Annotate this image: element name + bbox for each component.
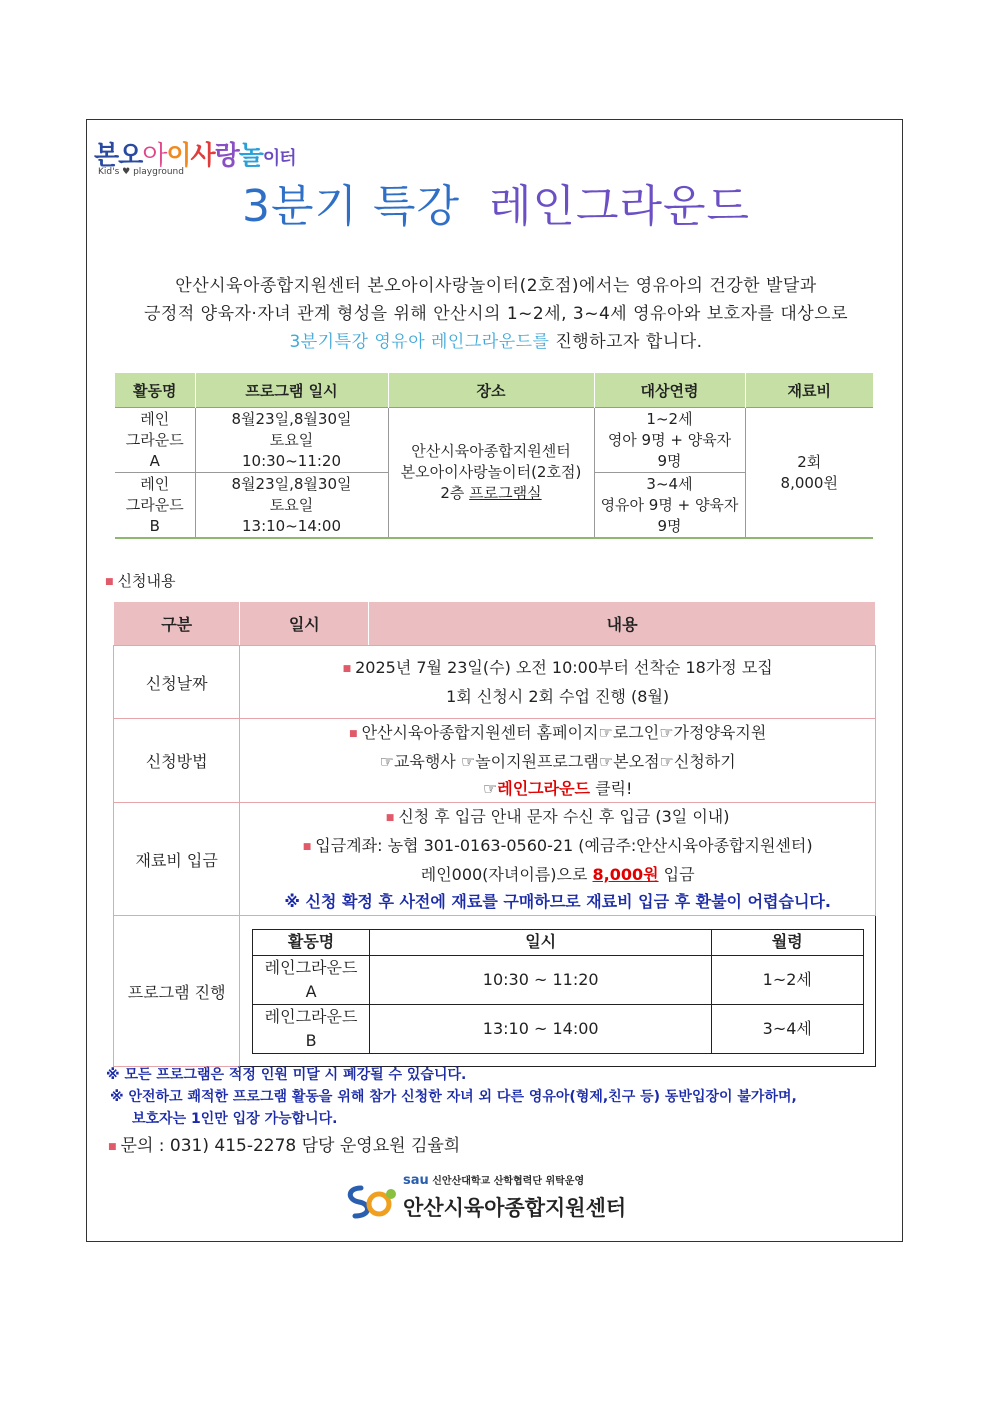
date-line-2: 1회 신청시 2회 수업 진행 (8월) xyxy=(446,687,670,706)
header-datetime: 일시 xyxy=(240,602,369,646)
square-bullet-icon: ■ xyxy=(349,729,358,739)
progress-time-b: 13:10 ~ 14:00 xyxy=(370,1004,711,1053)
title-part-1: 3분기 특강 xyxy=(241,181,460,232)
schedule-b xyxy=(195,473,388,539)
fee-payment-label: 재료비 입금 xyxy=(114,803,240,916)
cell-line: B xyxy=(149,516,160,535)
progress-time-a: 10:30 ~ 11:20 xyxy=(370,955,711,1004)
method-highlight: 레인그라운드 xyxy=(497,779,590,798)
header-place: 장소 xyxy=(388,373,594,408)
cell-line: 그라운드 xyxy=(125,495,184,514)
fee-line-1: 신청 후 입금 안내 문자 수신 후 입금 (3일 이내) xyxy=(398,807,730,826)
cell-line xyxy=(240,803,875,832)
center-logo-icon xyxy=(343,1182,401,1222)
table-row xyxy=(114,916,876,1067)
progress-name-a xyxy=(252,955,370,1004)
header-activity: 활동명 xyxy=(115,373,195,408)
header-datetime: 일시 xyxy=(370,929,711,955)
cell-line xyxy=(240,775,875,802)
cell-line: 레인그라운드 xyxy=(264,1006,358,1026)
contact-info xyxy=(108,1131,460,1156)
method-line-3-rest: 클릭! xyxy=(590,779,633,798)
program-table xyxy=(115,373,873,539)
header-category: 구분 xyxy=(114,602,240,646)
cell-line: 레인 xyxy=(140,409,170,428)
center-logo-tagline xyxy=(403,1172,584,1188)
activity-name-b xyxy=(115,473,195,539)
progress-table-header xyxy=(252,929,863,955)
fee-cell xyxy=(745,408,873,539)
age-a xyxy=(594,408,745,473)
section-label xyxy=(105,570,175,591)
place-cell xyxy=(388,408,594,539)
header-fee: 재료비 xyxy=(745,373,873,408)
section-label-text: 신청내용 xyxy=(117,572,176,590)
sau-logo: sau xyxy=(403,1173,429,1188)
fee-line-2: 입금계좌: 농협 301-0163-0560-21 (예금주:안산시육아종합지원센터) xyxy=(315,836,813,855)
program-table-header xyxy=(115,373,873,408)
cell-line: 8월23일,8월30일 xyxy=(231,474,352,493)
date-line-1: 2025년 7월 23일(수) 오전 10:00부터 선착순 18가정 모집 xyxy=(355,658,773,677)
table-row xyxy=(114,803,876,916)
header-schedule: 프로그램 일시 xyxy=(195,373,388,408)
method-line-1: 안산시육아종합지원센터 홈페이지☞로그인☞가정양육지원 xyxy=(361,723,767,742)
cell-line: 영유아 9명 + 양육자 xyxy=(600,495,739,514)
cell-line: 9명 xyxy=(657,516,682,535)
page-title xyxy=(0,170,992,234)
square-bullet-icon: ■ xyxy=(108,1142,117,1152)
application-table xyxy=(113,601,876,1067)
note-line-2: ※ 안전하고 쾌적한 프로그램 활동을 위해 참가 신청한 자녀 외 다른 영유아(형제,친구 등) 동반입장이 불가하며, xyxy=(110,1089,797,1105)
cell-line: 3~4세 xyxy=(646,474,693,493)
cell-line: 8월23일,8월30일 xyxy=(231,409,352,428)
center-logo xyxy=(343,1172,643,1222)
apply-date-content xyxy=(240,646,876,719)
intro-line-2: 긍정적 양육자·자녀 관계 형성을 위해 안산시의 1~2세, 3~4세 영유아와 보호자를 대상으로 xyxy=(143,304,849,324)
logo-text-5: 랑 xyxy=(214,141,239,171)
table-row xyxy=(114,719,876,803)
cell-line: 영아 9명 + 양육자 xyxy=(607,430,732,449)
intro-line-3 xyxy=(100,328,892,356)
cell-line: 레인그라운드 xyxy=(264,957,358,977)
table-row xyxy=(114,646,876,719)
cell-line: 안산시육아종합지원센터 xyxy=(411,442,571,460)
square-bullet-icon: ■ xyxy=(105,577,114,587)
cell-line: 8,000원 xyxy=(780,473,838,492)
apply-method-content xyxy=(240,719,876,803)
fee-line-3-pre: 레인000(자녀이름)으로 xyxy=(420,865,593,884)
program-progress-content xyxy=(240,916,876,1067)
progress-table xyxy=(252,929,864,1054)
cell-line: 13:10~14:00 xyxy=(241,516,342,535)
place-room: 프로그램실 xyxy=(469,484,542,502)
table-row xyxy=(252,1004,863,1053)
logo-text-3: 이 xyxy=(166,141,191,171)
logo-text-2: 아 xyxy=(142,141,167,171)
contact-text: 문의 : 031) 415-2278 담당 운영요원 김율희 xyxy=(120,1136,461,1156)
header-activity: 활동명 xyxy=(252,929,370,955)
note-line-1: ※ 모든 프로그램은 적정 인원 미달 시 폐강될 수 있습니다. xyxy=(106,1067,467,1083)
tagline-text: 신안산대학교 산학협력단 위탁운영 xyxy=(432,1176,585,1187)
logo-subtitle: Kid's ♥ playground xyxy=(98,167,184,177)
cell-line: 그라운드 xyxy=(125,430,184,449)
cell-line xyxy=(389,483,594,504)
fee-amount: 8,000원 xyxy=(592,865,659,884)
table-row xyxy=(252,955,863,1004)
square-bullet-icon: ■ xyxy=(302,842,312,852)
header-content: 내용 xyxy=(369,602,876,646)
pointing-hand-icon: ☞ xyxy=(482,779,498,798)
center-name: 안산시육아종합지원센터 xyxy=(403,1196,627,1220)
cell-line: 레인 xyxy=(140,474,170,493)
logo-text-7: 이터 xyxy=(262,148,296,169)
cell-line: A xyxy=(149,451,160,470)
logo-text-4: 사 xyxy=(190,141,215,171)
intro-highlight: 3분기특강 영유아 레인그라운드를 xyxy=(289,332,550,352)
cell-line: 본오아이사랑놀이터(2호점) xyxy=(400,463,582,481)
fee-payment-content xyxy=(240,803,876,916)
refund-notice: ※ 신청 확정 후 사전에 재료를 구매하므로 재료비 입금 후 환불이 어렵습니다. xyxy=(284,892,831,911)
method-line-2: ☞교육행사 ☞놀이지원프로그램☞본오점☞신청하기 xyxy=(379,752,736,771)
progress-age-a: 1~2세 xyxy=(711,955,863,1004)
intro-line-1: 안산시육아종합지원센터 본오아이사랑놀이터(2호점)에서는 영유아의 건강한 발달과 xyxy=(175,276,817,296)
note-line-3: 보호자는 1인만 입장 가능합니다. xyxy=(132,1111,338,1127)
age-b xyxy=(594,473,745,539)
apply-method-label: 신청방법 xyxy=(114,719,240,803)
header-age: 대상연령 xyxy=(594,373,745,408)
cell-line xyxy=(240,861,875,888)
cell-line xyxy=(240,654,875,683)
apply-date-label: 신청날짜 xyxy=(114,646,240,719)
cell-line xyxy=(240,832,875,861)
square-bullet-icon: ■ xyxy=(385,813,395,823)
intro-paragraph xyxy=(100,272,892,356)
progress-age-b: 3~4세 xyxy=(711,1004,863,1053)
title-part-2: 레인그라운드 xyxy=(488,181,751,232)
header-age: 월령 xyxy=(711,929,863,955)
cell-line: 1~2세 xyxy=(646,409,693,428)
activity-name-a xyxy=(115,408,195,473)
cell-line: 2회 xyxy=(797,452,822,471)
table-row xyxy=(115,408,873,473)
logo-text-6: 놀 xyxy=(238,141,263,171)
place-floor: 2층 xyxy=(440,484,470,502)
intro-line-3-rest: 진행하고자 합니다. xyxy=(549,332,703,352)
progress-name-b xyxy=(252,1004,370,1053)
square-bullet-icon: ■ xyxy=(342,664,352,674)
cell-line: B xyxy=(305,1030,317,1050)
application-table-header xyxy=(114,602,876,646)
cell-line: A xyxy=(305,981,317,1001)
schedule-a xyxy=(195,408,388,473)
fee-line-3-post: 입금 xyxy=(658,865,695,884)
logo-text-1: 본오 xyxy=(94,141,143,171)
program-progress-label: 프로그램 진행 xyxy=(114,916,240,1067)
cell-line: 10:30~11:20 xyxy=(241,451,342,470)
cell-line: 토요일 xyxy=(269,495,314,514)
cell-line xyxy=(240,719,875,748)
notes xyxy=(106,1064,797,1130)
cell-line: 9명 xyxy=(657,451,682,470)
cell-line: 토요일 xyxy=(269,430,314,449)
